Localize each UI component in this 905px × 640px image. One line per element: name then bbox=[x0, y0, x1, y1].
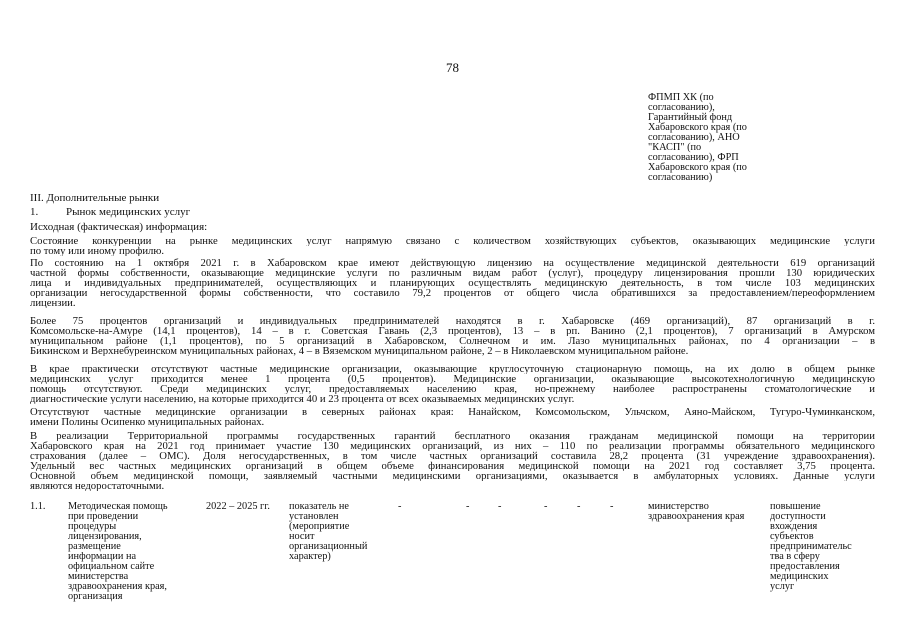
paragraph-northern-districts bbox=[30, 407, 875, 427]
measure-line: Методическая помощь bbox=[68, 501, 168, 512]
value-cell: - bbox=[610, 501, 614, 512]
paragraph-line: медицинских услуг приходится менее 1 процента (0,5 процентов). Медицинские организации, оказывающие высокотехнологичную медицинскую bbox=[30, 374, 875, 384]
subsection-heading bbox=[30, 206, 190, 218]
paragraph-line: страхования (далее – ОМС). Доля негосударственных, в том числе частных организаций составила 28,2 процента (31 учреждение здравоохранения). bbox=[30, 451, 875, 461]
paragraph-line: Бикинском и Верхнебуреинском муниципальных районах, 4 – в Вяземском муниципальном районе, 2 – в Николаевском муниципальном районе. bbox=[30, 346, 689, 356]
result-cell bbox=[770, 502, 852, 592]
partners-line: согласованию), ФРП bbox=[648, 152, 739, 163]
table-row bbox=[0, 502, 905, 622]
paragraph-line: организации негосударственной формы собственности, что составило 79,2 процентов от общего числа обратившихся за предоставлением/переоформлением bbox=[30, 288, 875, 298]
partners-line: Гарантийный фонд bbox=[648, 112, 733, 123]
paragraph-line: Хабаровского края на 2021 год принимает участие 130 медицинских организаций, из них – 110 по реализации программы обязательного медицинского bbox=[30, 441, 875, 451]
measure-line: здравоохранения края, bbox=[68, 581, 167, 592]
partners-line: ФПМП ХК (по bbox=[648, 92, 714, 103]
row-number: 1.1. bbox=[30, 501, 46, 512]
executor-line: министерство bbox=[648, 501, 709, 512]
value-cell: - bbox=[498, 501, 502, 512]
measure-line: организация bbox=[68, 591, 123, 602]
paragraph-line: В реализации Территориальной программы государственных гарантий бесплатного оказания гражданам медицинской помощи на территории bbox=[30, 431, 875, 441]
partners-cell bbox=[648, 93, 773, 183]
section-title: III. Дополнительные рынки bbox=[30, 192, 160, 204]
paragraph-line: Отсутствуют частные медицинские организации в северных районах края: Нанайском, Комсомольском, Ульчском, Аяно-Майском, Тугуро-Чуминканском, bbox=[30, 407, 875, 417]
period-cell: 2022 – 2025 гг. bbox=[206, 501, 270, 512]
indicator-line: установлен bbox=[289, 511, 339, 522]
paragraph-geography bbox=[30, 316, 875, 356]
result-line: повышение bbox=[770, 501, 821, 512]
partners-line: Хабаровского края (по bbox=[648, 162, 747, 173]
paragraph-line: По состоянию на 1 октября 2021 г. в Хабаровском крае имеют действующую лицензию на осуществление медицинской деятельности 619 организаций bbox=[30, 258, 875, 268]
measure-line: лицензирования, bbox=[68, 531, 142, 542]
paragraph-line: Более 75 процентов организаций и индивидуальных предпринимателей находятся в г. Хабаровске (469 организаций), 87 организаций в г. bbox=[30, 316, 875, 326]
measure-line: процедуры bbox=[68, 521, 117, 532]
result-line: медицинских bbox=[770, 571, 829, 582]
partners-line: "КАСП" (по bbox=[648, 142, 702, 153]
paragraph-territorial-program bbox=[30, 431, 875, 491]
value-cell: - bbox=[577, 501, 581, 512]
indicator-line: показатель не bbox=[289, 501, 350, 512]
paragraph-line: имени Полины Осипенко муниципальных районах. bbox=[30, 417, 265, 427]
measure-line: официальном сайте bbox=[68, 561, 155, 572]
paragraph-line: Удельный вес частных медицинских организаций в общем объеме финансирования медицинской помощи на 2021 год составляет 3,75 процента. bbox=[30, 461, 875, 471]
paragraph-line: частной формы собственности, оказывающие медицинские услуги по различным видам работ (услуг), процедуру лицензирования прошли 130 юридических bbox=[30, 268, 875, 278]
executor-line: здравоохранения края bbox=[648, 511, 745, 522]
paragraph-line: лица и индивидуальных предпринимателей, осуществляющих и планирующих осуществлять медицинскую деятельность, в том числе 103 медицинских bbox=[30, 278, 875, 288]
measure-line: министерства bbox=[68, 571, 129, 582]
partners-line: согласованию) bbox=[648, 172, 713, 183]
partners-line: Хабаровского края (по bbox=[648, 122, 747, 133]
indicator-line: характер) bbox=[289, 551, 331, 562]
subsection-title: Рынок медицинских услуг bbox=[66, 206, 191, 218]
result-line: услуг bbox=[770, 581, 795, 592]
paragraph-licenses bbox=[30, 258, 875, 308]
result-line: вхождения bbox=[770, 521, 818, 532]
paragraph-inpatient bbox=[30, 364, 875, 404]
measure-line: информации на bbox=[68, 551, 137, 562]
measure-line: при проведении bbox=[68, 511, 139, 522]
partners-line: согласованию), АНО bbox=[648, 132, 740, 143]
result-line: предоставления bbox=[770, 561, 840, 572]
paragraph-line: Основной объем медицинской помощи, заявляемый частными медицинскими организациями, оказывается в амбулаторных условиях. Данные услуги bbox=[30, 471, 875, 481]
paragraph-line: диагностические услуги населению, на которые приходится 40 и 23 процента от всех оказываемых медицинских услуг. bbox=[30, 394, 575, 404]
indicator-line: носит bbox=[289, 531, 315, 542]
indicator-cell bbox=[289, 502, 367, 562]
paragraph-line: помощь отсутствуют. Среди медицинских услуг, предоставляемых населению края, но-прежнему наиболее распространены стоматологические и bbox=[30, 384, 875, 394]
paragraph-line: по тому или иному профилю. bbox=[30, 246, 165, 256]
partners-line: согласованию), bbox=[648, 102, 715, 113]
result-line: предпринимательс bbox=[770, 541, 852, 552]
result-line: субъектов bbox=[770, 531, 814, 542]
value-cell: - bbox=[466, 501, 470, 512]
value-cell: - bbox=[544, 501, 548, 512]
subsection-number: 1. bbox=[30, 206, 39, 218]
paragraph-line: муниципальном районе (1,1 процентов), по 5 организаций в Хабаровском, Солнечном и им. Лазо муниципальных районах, по 4 организации – в bbox=[30, 336, 875, 346]
result-line: тва в сферу bbox=[770, 551, 820, 562]
paragraph-line: Комсомольске-на-Амуре (14,1 процентов), 14 – в г. Советская Гавань (2,3 процентов), 13 – в рп. Ванино (2,1 процентов), 7 организаций в Амурском bbox=[30, 326, 875, 336]
intro-label: Исходная (фактическая) информация: bbox=[30, 221, 208, 233]
indicator-line: (мероприятие bbox=[289, 521, 350, 532]
measure-line: размещение bbox=[68, 541, 121, 552]
indicator-line: организационный bbox=[289, 541, 368, 552]
paragraph-line: Состояние конкуренции на рынке медицинских услуг напрямую связано с количеством хозяйствующих субъектов, оказывающих медицинские услуги bbox=[30, 236, 875, 246]
executor-cell bbox=[648, 502, 744, 522]
result-line: доступности bbox=[770, 511, 826, 522]
paragraph-line: лицензии. bbox=[30, 298, 76, 308]
page-number: 78 bbox=[446, 60, 459, 75]
paragraph-line: В крае практически отсутствуют частные медицинские организации, оказывающие круглосуточную стационарную помощь, на их долю в общем рынке bbox=[30, 364, 875, 374]
paragraph-line: являются недоростаточными. bbox=[30, 481, 165, 491]
value-cell: - bbox=[398, 501, 402, 512]
measure-cell bbox=[68, 502, 168, 602]
paragraph-competition bbox=[30, 236, 875, 256]
